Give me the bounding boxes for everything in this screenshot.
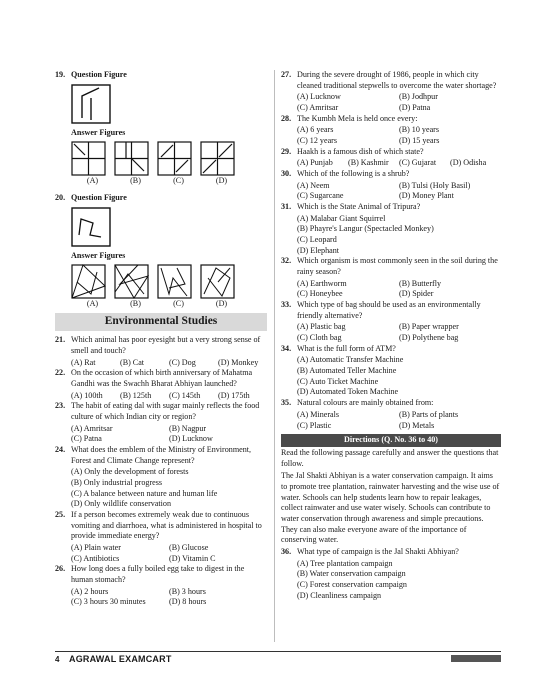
question-31-options [281,214,501,257]
left-column [55,70,267,608]
option-b[interactable]: (B) Phayre's Langur (Spectacled Monkey) [297,224,434,234]
option-a[interactable]: (A) Neem [297,180,330,190]
q19-question-figure [71,84,267,124]
option-a[interactable]: (A) Tree plantation campaign [297,558,393,568]
question-30 [281,169,501,180]
question-number: 22. [55,368,66,378]
page-footer [55,651,501,665]
question-number: 26. [55,564,66,574]
figure-label-b: (B) [130,176,141,186]
option-b[interactable]: (B) Butterfly [399,278,442,288]
question-text: The habit of eating dal with sugar mainly reflects the food culture of which Indian city or region? [71,401,260,421]
option-a[interactable]: (A) 6 years [297,125,334,135]
column-divider [274,70,275,642]
option-b[interactable]: (B) 3 hours [169,586,206,596]
section-heading: Environmental Studies [55,313,267,331]
question-21-options [55,358,267,369]
question-28-options [281,125,501,146]
question-text: Which animal has poor eyesight but a very strong sense of smell and touch? [71,335,261,355]
question-34 [281,344,501,355]
option-a[interactable]: (A) Only the development of forests [71,467,189,477]
question-text: What type of campaign is the Jal Shakti Abhiyan? [297,546,459,556]
option-c[interactable]: (C) 145th [169,390,201,400]
figure-label-c: (C) [173,176,184,186]
figure-label-c: (C) [173,299,184,309]
question-text: Natural colours are mainly obtained from: [297,398,434,408]
option-b[interactable]: (B) Cat [120,357,145,367]
question-33-options [281,322,501,343]
question-number: 34. [281,343,292,353]
question-number: 28. [281,113,292,123]
question-30-options [281,181,501,202]
q19-answer-figure-a[interactable] [71,141,106,176]
question-text: Haakh is a famous dish of which state? [297,146,424,156]
question-text: Which type of bag should be used as an environmentally friendly alternative? [297,300,481,320]
option-b[interactable]: (B) 125th [120,390,152,400]
option-b[interactable]: (B) Kashmir [348,158,389,168]
question-text: Which is the State Animal of Tripura? [297,202,421,212]
option-d[interactable]: (D) Monkey [218,357,259,367]
option-a[interactable]: (A) Plastic bag [297,322,346,332]
option-d[interactable]: (D) Metals [399,420,435,430]
question-20 [55,193,267,204]
option-b[interactable]: (B) Only industrial progress [71,477,163,487]
passage-text: The Jal Shakti Abhiyan is a water conservation campaign. It aims to promote tree plantation, rainwater harvesting and the wise use of water. Schools can help students learn how to repair leakages, collect rainwater and use water wisely. Schools can contribute to water conservation through awareness and simple precautions. They can also make everyone aware of the importance of conserving water. [281,471,500,545]
question-text: How long does a fully boiled egg take to digest in the human stomach? [71,564,245,584]
q20-answer-figures [71,264,267,299]
brand-logo: AGRAWAL EXAMCART [69,654,172,664]
question-29 [281,147,501,158]
q19-answer-figures [71,141,267,176]
question-text: The Kumbh Mela is held once every: [297,113,418,123]
question-text: Which organism is most commonly seen in the soil during the rainy season? [297,256,498,277]
question-number: 31. [281,202,292,212]
option-b[interactable]: (B) Jodhpur [399,92,438,102]
option-d[interactable]: (D) Money Plant [399,191,454,201]
q20-question-figure [71,207,267,247]
option-d[interactable]: (D) Patna [399,103,431,113]
question-text: What is the full form of ATM? [297,343,396,353]
option-a[interactable]: (A) Earthworm [297,278,347,288]
footer-badge-icon [451,655,501,662]
question-figure-title: Question Figure [71,193,127,203]
page-number: 4 [55,655,60,664]
question-number: 36. [281,546,292,556]
question-27 [281,70,501,91]
option-d[interactable]: (D) Elephant [297,245,340,255]
option-a[interactable]: (A) Lucknow [297,92,341,102]
option-b[interactable]: (B) Automated Teller Machine [297,366,397,376]
q19-answer-labels [71,176,267,187]
question-number: 30. [281,169,292,179]
q20-answer-labels [71,299,267,310]
option-d[interactable]: (D) Only wildlife conservation [71,499,172,509]
right-column [281,70,501,601]
option-d[interactable]: (D) Lucknow [169,434,213,444]
question-figure-title: Question Figure [71,70,127,79]
directions-instruction: Read the following passage carefully and answer the questions that follow. [281,447,499,468]
option-b[interactable]: (B) Water conservation campaign [297,569,406,579]
question-text: Which of the following is a shrub? [297,169,410,179]
question-number: 24. [55,444,66,454]
q19-answer-figure-c[interactable] [157,141,192,176]
option-c[interactable]: (C) Gujarat [399,158,437,168]
option-c[interactable]: (C) Leopard [297,235,337,245]
question-number: 27. [281,70,292,79]
question-number: 21. [55,335,66,345]
option-b[interactable]: (B) Glucose [169,542,209,552]
option-b[interactable]: (B) Tulsi (Holy Basil) [399,180,471,190]
question-29-options [281,158,501,169]
option-c[interactable]: (C) Sugarcane [297,191,344,201]
option-d[interactable]: (D) 175th [218,390,250,400]
option-c[interactable]: (C) Amritsar [297,103,339,113]
figure-label-a: (A) [86,176,99,186]
directions-heading: Directions (Q. No. 36 to 40) [281,434,501,447]
option-c[interactable]: (C) Patna [71,434,102,444]
question-number: 19. [55,70,66,79]
question-text: If a person becomes extremely weak due to continuous vomiting and diarrhoea, what is administered in hospital to provide immediate energy? [71,509,262,541]
q20-answer-figure-d[interactable] [200,264,235,299]
question-23-options [55,424,267,445]
question-31 [281,202,501,213]
option-b[interactable]: (B) Parts of plants [399,409,459,419]
question-36-options [281,559,501,602]
figure-label-d: (D) [215,299,228,309]
answer-figures-title: Answer Figures [71,127,126,137]
option-a[interactable]: (A) Amritsar [71,423,113,433]
q20-answer-figure-b[interactable] [114,264,149,299]
question-number: 25. [55,509,66,519]
figure-label-b: (B) [130,299,141,309]
option-c[interactable]: (C) Antibiotics [71,553,120,563]
question-19 [55,70,267,81]
option-a[interactable]: (A) 100th [71,390,103,400]
question-28 [281,114,501,125]
question-23 [55,401,267,422]
question-32 [281,256,501,277]
option-c[interactable]: (C) Dog [169,357,196,367]
question-33 [281,300,501,321]
question-number: 23. [55,401,66,411]
question-25-options [55,543,267,564]
question-24-options [55,467,267,510]
option-a[interactable]: (A) Malabar Giant Squirrel [297,213,386,223]
option-d[interactable]: (D) Vitamin C [169,553,216,563]
question-text: During the severe drought of 1986, people in which city cleaned traditional stepwells to overcome the water shortage? [297,70,497,90]
option-d[interactable]: (D) 15 years [399,136,440,146]
option-a[interactable]: (A) Minerals [297,409,340,419]
answer-figures-title: Answer Figures [71,250,126,260]
question-24 [55,445,267,466]
option-c[interactable]: (C) A balance between nature and human life [71,488,218,498]
option-c[interactable]: (C) Auto Ticket Machine [297,376,379,386]
question-25 [55,510,267,542]
question-number: 20. [55,193,66,203]
option-a[interactable]: (A) Punjab [297,158,333,168]
question-27-options [281,92,501,113]
option-c[interactable]: (C) 12 years [297,136,338,146]
question-35 [281,398,501,409]
question-35-options [281,410,501,431]
option-b[interactable]: (B) Paper wrapper [399,322,459,332]
question-text: What does the emblem of the Ministry of Environment, Forest and Climate Change represent? [71,444,252,465]
q20-answer-figure-c[interactable] [157,264,192,299]
question-22-options [55,391,267,402]
option-c[interactable]: (C) 3 hours 30 minutes [71,597,146,607]
option-a[interactable]: (A) Rat [71,357,96,367]
figure-label-a: (A) [86,299,99,309]
q19-answer-figure-d[interactable] [200,141,235,176]
question-text: On the occasion of which birth anniversary of Mahatma Gandhi was the Swachh Bharat Abhiyan launched? [71,368,253,388]
option-b[interactable]: (B) 10 years [399,125,440,135]
question-26 [55,564,267,585]
option-c[interactable]: (C) Plastic [297,420,332,430]
question-number: 29. [281,146,292,156]
option-b[interactable]: (B) Nagpur [169,423,207,433]
option-d[interactable]: (D) Spider [399,289,434,299]
option-d[interactable]: (D) Polythene bag [399,333,459,343]
option-d[interactable]: (D) 8 hours [169,597,207,607]
question-21 [55,335,267,356]
question-36 [281,547,501,558]
option-c[interactable]: (C) Cloth bag [297,333,342,343]
question-number: 35. [281,398,292,408]
question-26-options [55,587,267,608]
question-number: 32. [281,256,292,266]
option-c[interactable]: (C) Forest conservation campaign [297,579,407,589]
question-34-options [281,355,501,398]
q19-answer-figure-b[interactable] [114,141,149,176]
question-number: 33. [281,300,292,310]
option-a[interactable]: (A) Automatic Transfer Machine [297,355,404,365]
question-32-options [281,279,501,300]
option-a[interactable]: (A) Plain water [71,542,121,552]
figure-label-d: (D) [215,176,228,186]
option-c[interactable]: (C) Honeybee [297,289,343,299]
question-22 [55,368,267,389]
option-d[interactable]: (D) Cleanliness campaign [297,590,382,600]
option-a[interactable]: (A) 2 hours [71,586,109,596]
q20-answer-figure-a[interactable] [71,264,106,299]
option-d[interactable]: (D) Odisha [450,158,487,168]
option-d[interactable]: (D) Automated Token Machine [297,387,399,397]
